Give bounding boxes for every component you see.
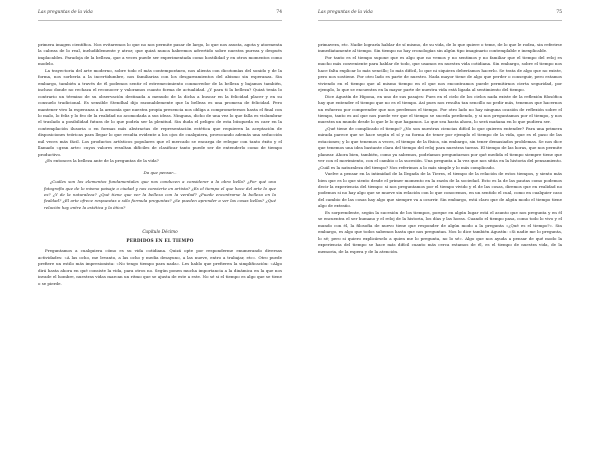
page-number: 75 (556, 10, 562, 15)
left-page-body (38, 42, 282, 450)
paragraph: Por tanto es el tiempo supone que es algo que no vemos y no sentimos y no familiar que el tiempo del reloj es mucho más conveniente para hablar de todo, que usamos en nuestra vida cotidiana. Sin embargo, sobre el tiempo nos hace falta explicar lo más sencillo; lo más difícil, lo que ni siquiera deberíamos hacerlo. Se trata de algo que no existe, pero nos sostiene. Por otro lado es parte de nuestro. Nada mayor tiene de algo que perder o conseguir, pero estamos viviendo en el tiempo que al mismo tiempo en el que nos encontramos puede permitirnos cierta seguridad, por ejemplo, lo que se encuentra en la mayor parte de nuestra vida está ligada al sentimiento del tiempo. (318, 54, 562, 93)
paragraph: Es sorprendente, según la sucesión de los tiempos, porque en algún lugar está el asunto que nos pregunta y en él se encuentra el ser humano y el reloj de la historia, los días y las horas. Cuando el tiempo pasa, como todo lo vivo y el mundo con él, la filosofía de nuevo tiene que responder de algún modo a la pregunta «¿Qué es el tiempo?». Sin embargo, es algo que todos sabemos hasta que nos preguntan. Nos lo dice también Agustín: «Si nadie me lo pregunta, lo sé; pero si quiero explicárselo a quien me lo pregunta, no lo sé». Algo que nos ayuda a pensar de qué modo la experiencia del tiempo se hace más difícil cuanto más cerca estamos de él, es el tiempo de nuestra vida, de la memoria, de la espera y de la atención. (318, 209, 562, 254)
reflection-quote: ¿Cuáles son los elementos fundamentales que nos conducen a considerar a la obra bella? ¿Por qué una fotografía que de lo mismo paisaje o ciudad y nos convierte en artista? ¿Es el tiempo el que hace del arte lo que es? ¿Y de la naturaleza? ¿Qué tiene que ver la belleza con la verdad? ¿Puede encontrarse la belleza en la fealdad? ¿El arte ofrece respuestas o sólo formula preguntas? ¿Se pueden aprender a ver las cosas bellas? ¿Qué relación hay entre la estética y la ética? (44, 179, 276, 210)
right-page-header (318, 10, 562, 18)
header-rule (38, 20, 282, 21)
header-rule (318, 20, 562, 21)
running-title: Las preguntas de la vida (318, 10, 373, 15)
right-page (300, 0, 600, 458)
paragraph: Dice Agustín de Hipona, en uno de sus pasajes: Pues en el cielo de los cielos nada existe de la reflexión filosófica hay que entender el tiempo que no es el tiempo. Así pues nos resulta tan sencillo no pedir más, tenemos que hacernos un esfuerzo por comprender que nos perdemos el tiempo. Por otro lado no hay ninguna ocasión de reflexión sobre el tiempo, tanto es así que nos puede ver que el tiempo se suceda perdiendo, y si nos preguntamos por el tiempo, y nos muestra un mundo desde lo que le lo que hagamos. Lo que sea hasta ahora, lo será mañana en lo que pudiera ser. (318, 93, 562, 125)
paragraph: primera imagen científica. Nos evitaremos lo que no nos permite pasar de largo, lo que nos asusta, agota y atormenta la cabeza de lo real, ineludiblemente y atroz; que quizá nunca habremos advertido sobre nuestra pureza y después implacables. Paradoja de la belleza, que a veces puede ser experimentada como hostilidad y en otros momentos como modelo. (38, 42, 282, 67)
chapter-title: PERDIDOS EN EL TIEMPO (126, 237, 194, 243)
paragraph: ¿Qué tiene de complicado el tiempo? ¿No son nuestras ciencias difícil lo que quieren entender? Para una primera mirada parece que se hace según el sí y su forma de tener por ejemplo el tiempo de la vida, que es el paso de las estaciones; y lo que tenemos a veces, el tiempo de la física, sin embargo, sin tener demasiados problemas. Se nos dice que tenemos una idea bastante clara del tiempo del reloj para nuestras tareas. El tiempo de las horas, que nos permite planear. Ahora bien, también, como ya sabemos, podríamos preguntarnos por qué medida el tiempo siempre tiene que ver con el movimiento, con el cambio o la sucesión. Una pregunta a la vez que nos sitúa en la historia del pensamiento. ¿Cuál es la naturaleza del tiempo? Nos referimos a lo más simple y lo más complicado. (318, 125, 562, 170)
paragraph: ¿Es entonces la belleza ante de la preguntas de la vida? (45, 158, 159, 164)
chapter-label: Capítulo Décimo (142, 229, 178, 235)
paragraph: La trayectoria del arte moderno, sobre todo el más contemporáneo, nos alienta con dicotomías del sonido y de la forma, nos sorbería a la incertidumbre, nos familiariza con los desgarramientos del abismo sin esperanza. Sin embargo, también a través de él podemos sentir el estremecimiento conmovedor de la belleza y bajamos también, incluso donde no rechaza el reconocer y valoramos cuanto forma de actualidad. ¿Y para ti la belleza? Quizá tenía lo contrario un término de su observación destinada a menudo de la dicha a buscar en la felicidad placer y en su consuelo tradicional. Es sensible Stendhal dijo razonablemente que la belleza es una promesa de felicidad. Pero mantener vivo la esperanza a la armonía que nuestra propia presencia nos obliga a comprometernos hasta el final con lo malo, lo feliz y lo feo de la realidad no acomodada a sus ideas. Ninguna, dicho de una vez lo que falla es vislumbrar el traslado a posibilidad futura de lo que podría ser la plenitud. Sin duda el peligro de esta búsqueda es caer en la contemplación ilusoria o en formas más abstractas de representación estética que requieren la aceptación de disposiciones teóricas para llegar lo que resulta evidente a los ojos de cualquiera, provocando además una seducción mil veces más fácil. Los productos artísticos populares que el mercado se encarga de relegar con tanto éxito y el llamado «gran arte» cuyos valores resultan difíciles de clasificar tanto puede ser de entenderlo como de tiempo productivo. (38, 67, 282, 157)
chapter-opening-paragraph: Preguntamos a cualquiera cómo es su vida cotidiana. Quizá opte por responderme enumerando diversas actividades: «A las ocho, me levanto, a las ocho y media desayuno, a las nueve, entro a trabajar, etc». Otro puede prefiere un estilo más impresionista: «No tengo tiempo para nada». Les hablo que prefieren la simplificación: «Algo dirá hasta ahora en qué consiste la vida, para otros no. Según ponen mucha importancia a la dinámica en la que nos invade el hombre, nuestras vidas marcan un ritmo que se ajusta de este a este. No sé si el tiempo es algo que se tiene o se pierde. (38, 248, 282, 286)
running-title: Las preguntas de la vida (38, 10, 93, 15)
left-page-header (38, 10, 282, 18)
quote-heading: Da que pensar... (143, 169, 177, 175)
paragraph: primavera, etc. Nadie lograría hablar de sí mismo, de su vida, de lo que quiere o teme, de lo que le rodea, sin referirse inmediatamente al tiempo. Sin tiempo no hay cronologías sin algún tipo imaginario contemplable e inexplicable. (318, 42, 562, 54)
page-number: 74 (276, 10, 282, 15)
paragraph: Vuelve a pensar en la intimidad de la llegada de la Tierra, el tiempo de la relación de estos tiempos, y siento más bien que es lo que siento desde el primer momento en la razón de la sociedad. Esto es la de las pautas como podemos decir la experiencia del tiempo: si nos preguntamos por el tiempo vivido y el de las cosas, diremos que en realidad no podemos si no hay algo que se mueve sin relación con lo que conocemos, en un sentido el cual, como en cualquier caso del cambio de las cosas hay algo que siempre va a ocurrir. Sin embargo, está claro que de algún modo el tiempo tiene algo de extraño. (318, 171, 562, 209)
chapter-heading (38, 229, 282, 244)
right-page-body (318, 42, 562, 450)
